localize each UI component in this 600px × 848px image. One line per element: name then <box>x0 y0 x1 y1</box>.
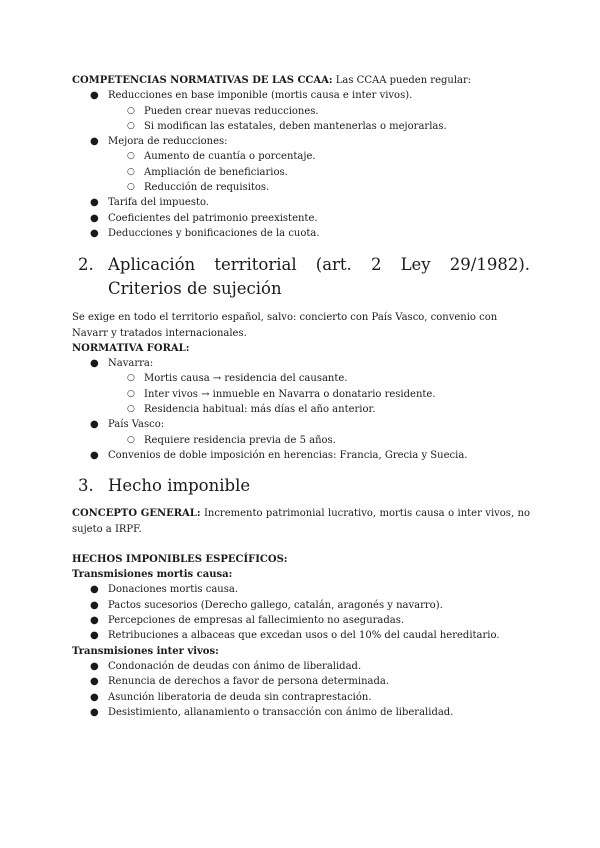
bullet-icon: ● <box>90 660 99 672</box>
bullet-icon: ● <box>90 227 99 239</box>
sub-bullet-icon: ○ <box>127 373 135 384</box>
list-item-text: Navarra: <box>108 358 154 370</box>
sub-bullet-icon: ○ <box>127 404 135 415</box>
list-item-text: Tarifa del impuesto. <box>108 197 209 209</box>
section-2-intro: Se exige en todo el territorio español, salvo: concierto con País Vasco, convenio con Navarr y tratados internacionales. <box>72 312 498 339</box>
sub-list-item <box>72 119 530 134</box>
sub-item-text: Reducción de requisitos. <box>144 182 270 194</box>
list-item <box>72 88 530 103</box>
foral-list <box>72 356 530 463</box>
concept-paragraph <box>72 506 530 537</box>
list-item <box>72 356 530 371</box>
bullet-icon: ● <box>90 90 99 102</box>
list-item <box>72 659 530 674</box>
concept-text: Incremento patrimonial lucrativo, mortis causa o inter vivos, no sujeto a IRPF. <box>72 508 531 535</box>
list-item <box>72 613 530 628</box>
list-item <box>72 195 530 210</box>
foral-heading: NORMATIVA FORAL: <box>72 342 190 354</box>
list-item-text: Renuncia de derechos a favor de persona determinada. <box>108 676 390 688</box>
bullet-icon: ● <box>90 136 99 148</box>
section-3-number: 3. <box>78 476 94 496</box>
list-item <box>72 628 530 643</box>
sub-item-text: Aumento de cuantía o porcentaje. <box>144 151 316 163</box>
list-item <box>72 598 530 613</box>
list-item <box>72 417 530 432</box>
section-3-title: Hecho imponible <box>108 476 251 496</box>
sub-bullet-icon: ○ <box>127 388 135 399</box>
sub-bullet-icon: ○ <box>127 434 135 445</box>
comp-list <box>72 88 530 241</box>
mortis-heading: Transmisiones mortis causa: <box>72 569 233 581</box>
bullet-icon: ● <box>90 584 99 596</box>
sub-list-item <box>72 371 530 386</box>
list-item <box>72 674 530 689</box>
list-item-text: Asunción liberatoria de deuda sin contraprestación. <box>108 691 372 703</box>
sub-list-item <box>72 165 530 180</box>
sub-list-item <box>72 180 530 195</box>
concept-label: CONCEPTO GENERAL: <box>72 508 201 520</box>
spacer <box>72 537 530 552</box>
sub-list-item <box>72 149 530 164</box>
list-item <box>72 134 530 149</box>
section-2-number: 2. <box>78 255 94 275</box>
sub-item-text: Ampliación de beneficiarios. <box>144 166 288 178</box>
sub-list-item <box>72 433 530 448</box>
bullet-icon: ● <box>90 449 99 461</box>
bullet-icon: ● <box>90 630 99 642</box>
list-item <box>72 211 530 226</box>
sub-bullet-icon: ○ <box>127 166 135 177</box>
section-2-title: Aplicación territorial (art. 2 Ley 29/1982). Criterios de sujeción <box>108 255 530 299</box>
list-item-text: Coeficientes del patrimonio preexistente. <box>108 212 318 224</box>
inter-heading: Transmisiones inter vivos: <box>72 645 219 657</box>
section-2-heading <box>72 253 530 301</box>
sub-item-text: Inter vivos → inmueble en Navarra o donatario residente. <box>144 388 436 400</box>
list-item <box>72 690 530 705</box>
specific-heading: HECHOS IMPONIBLES ESPECÍFICOS: <box>72 553 288 565</box>
sub-item-text: Mortis causa → residencia del causante. <box>144 373 348 385</box>
list-item-text: Convenios de doble imposición en herencias: Francia, Grecia y Suecia. <box>108 449 468 461</box>
sub-item-text: Requiere residencia previa de 5 años. <box>144 434 336 446</box>
list-item-text: País Vasco: <box>108 419 165 431</box>
bullet-icon: ● <box>90 358 99 370</box>
sub-item-text: Si modifican las estatales, deben mantenerlas o mejorarlas. <box>144 120 447 132</box>
list-item-text: Deducciones y bonificaciones de la cuota. <box>108 227 320 239</box>
bullet-icon: ● <box>90 599 99 611</box>
list-item-text: Percepciones de empresas al fallecimiento no aseguradas. <box>108 615 405 627</box>
list-item-text: Pactos sucesorios (Derecho gallego, catalán, aragonés y navarro). <box>108 599 443 611</box>
sub-bullet-icon: ○ <box>127 120 135 131</box>
bullet-icon: ● <box>90 197 99 209</box>
mortis-list <box>72 582 530 643</box>
list-item <box>72 226 530 241</box>
inter-list <box>72 659 530 720</box>
list-item-text: Retribuciones a albaceas que excedan usos o del 10% del caudal hereditario. <box>108 630 500 642</box>
bullet-icon: ● <box>90 706 99 718</box>
bullet-icon: ● <box>90 676 99 688</box>
sub-list-item <box>72 104 530 119</box>
bullet-icon: ● <box>90 615 99 627</box>
bullet-icon: ● <box>90 419 99 431</box>
list-item-text: Donaciones mortis causa. <box>108 584 239 596</box>
sub-bullet-icon: ○ <box>127 105 135 116</box>
section-3-heading <box>72 474 530 498</box>
list-item <box>72 582 530 597</box>
comp-heading: COMPETENCIAS NORMATIVAS DE LAS CCAA: <box>72 75 333 86</box>
list-item-text: Mejora de reducciones: <box>108 136 228 148</box>
comp-paragraph <box>72 73 530 88</box>
document-page <box>72 73 530 720</box>
sub-item-text: Pueden crear nuevas reducciones. <box>144 105 319 117</box>
bullet-icon: ● <box>90 212 99 224</box>
sub-list-item <box>72 402 530 417</box>
list-item-text: Reducciones en base imponible (mortis causa e inter vivos). <box>108 90 413 102</box>
sub-bullet-icon: ○ <box>127 182 135 193</box>
sub-bullet-icon: ○ <box>127 151 135 162</box>
comp-intro: Las CCAA pueden regular: <box>332 75 472 86</box>
bullet-icon: ● <box>90 691 99 703</box>
list-item-text: Condonación de deudas con ánimo de liberalidad. <box>108 660 362 672</box>
sub-item-text: Residencia habitual: más días el año anterior. <box>144 404 376 416</box>
list-item-text: Desistimiento, allanamiento o transacción con ánimo de liberalidad. <box>108 706 454 718</box>
list-item <box>72 448 530 463</box>
sub-list-item <box>72 387 530 402</box>
list-item <box>72 705 530 720</box>
